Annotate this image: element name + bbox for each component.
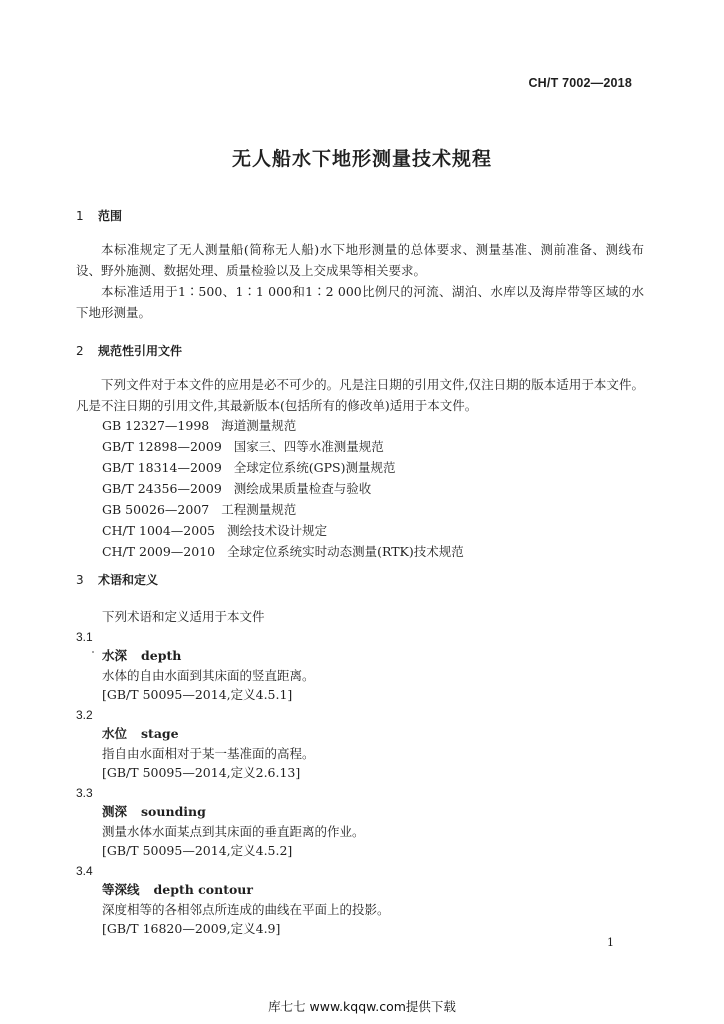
term-zh: 水位 — [102, 726, 128, 741]
section-1-heading — [76, 207, 122, 224]
term-en: stage — [141, 726, 179, 741]
term-definition: 测量水体水面某点到其床面的垂直距离的作业。 — [102, 823, 365, 839]
term-name — [102, 646, 315, 666]
term-number: 3.2 — [76, 708, 93, 722]
term-source: [GB/T 50095—2014,定义4.5.1] — [102, 687, 293, 702]
references-intro-paragraph: 下列文件对于本文件的应用是必不可少的。凡是注日期的引用文件,仅注日期的版本适用于本文件。凡是不注日期的引用文件,其最新版本(包括所有的修改单)适用于本文件。 — [76, 377, 644, 413]
reference-list — [102, 415, 464, 562]
term-source: [GB/T 50095—2014,定义2.6.13] — [102, 765, 301, 780]
section-3-heading — [76, 571, 158, 588]
section-number: 1 — [76, 209, 84, 223]
reference-code: GB/T 12898—2009 — [102, 439, 222, 454]
reference-item — [102, 415, 464, 436]
document-title: 无人船水下地形测量技术规程 — [231, 148, 492, 170]
term-en: sounding — [141, 804, 206, 819]
reference-code: CH/T 1004—2005 — [102, 523, 216, 538]
scope-paragraph-1: 本标准规定了无人测量船(简称无人船)水下地形测量的总体要求、测量基准、测前准备、测线布设、野外施测、数据处理、质量检验以及上交成果等相关要求。 — [76, 242, 644, 278]
reference-title: 测绘成果质量检查与验收 — [233, 481, 372, 496]
reference-code: GB/T 18314—2009 — [102, 460, 222, 475]
reference-code: GB/T 24356—2009 — [102, 481, 222, 496]
reference-title: 海道测量规范 — [221, 418, 297, 433]
term-zh: 测深 — [102, 804, 128, 819]
terms-intro: 下列术语和定义适用于本文件 — [102, 609, 265, 624]
term-entry — [102, 724, 315, 783]
term-name — [102, 880, 390, 900]
reference-title: 工程测量规范 — [221, 502, 297, 517]
term-en: depth — [141, 648, 182, 663]
term-en: depth contour — [153, 882, 253, 897]
term-name — [102, 802, 365, 822]
reference-item — [102, 478, 464, 499]
term-entry — [102, 646, 315, 705]
reference-title: 全球定位系统(GPS)测量规范 — [233, 460, 396, 475]
term-number: 3.1 — [76, 630, 93, 644]
section-number: 2 — [76, 344, 84, 358]
term-definition: 指自由水面相对于某一基准面的高程。 — [102, 745, 315, 761]
reference-title: 国家三、四等水准测量规范 — [233, 439, 384, 454]
term-definition: 水体的自由水面到其床面的竖直距离。 — [102, 667, 315, 683]
term-zh: 水深 — [102, 648, 128, 663]
download-footer: 库七七 www.kqqw.com提供下载 — [268, 999, 456, 1014]
term-zh: 等深线 — [102, 882, 140, 897]
term-number: 3.4 — [76, 864, 93, 878]
reference-item — [102, 541, 464, 562]
reference-item — [102, 520, 464, 541]
reference-code: GB 50026—2007 — [102, 502, 210, 517]
reference-code: CH/T 2009—2010 — [102, 544, 216, 559]
section-title: 术语和定义 — [98, 573, 159, 587]
term-source: [GB/T 50095—2014,定义4.5.2] — [102, 843, 293, 858]
section-2-heading — [76, 342, 182, 359]
reference-code: GB 12327—1998 — [102, 418, 210, 433]
section-number: 3 — [76, 573, 84, 587]
section-title: 范围 — [98, 209, 123, 223]
term-number: 3.3 — [76, 786, 93, 800]
scope-paragraph-2: 本标准适用于1∶500、1∶1 000和1∶2 000比例尺的河流、湖泊、水库以及海岸带等区域的水下地形测量。 — [76, 284, 644, 320]
term-definition: 深度相等的各相邻点所连成的曲线在平面上的投影。 — [102, 901, 390, 917]
section-title: 规范性引用文件 — [98, 344, 183, 358]
term-source: [GB/T 16820—2009,定义4.9] — [102, 921, 281, 936]
reference-item — [102, 499, 464, 520]
standard-code: CH/T 7002—2018 — [528, 76, 632, 90]
reference-item — [102, 457, 464, 478]
term-entry — [102, 802, 365, 861]
reference-item — [102, 436, 464, 457]
reference-title: 全球定位系统实时动态测量(RTK)技术规范 — [227, 544, 464, 559]
term-name — [102, 724, 315, 744]
scan-speck — [92, 651, 94, 653]
page-number: 1 — [607, 936, 614, 949]
term-entry — [102, 880, 390, 939]
reference-title: 测绘技术设计规定 — [227, 523, 328, 538]
